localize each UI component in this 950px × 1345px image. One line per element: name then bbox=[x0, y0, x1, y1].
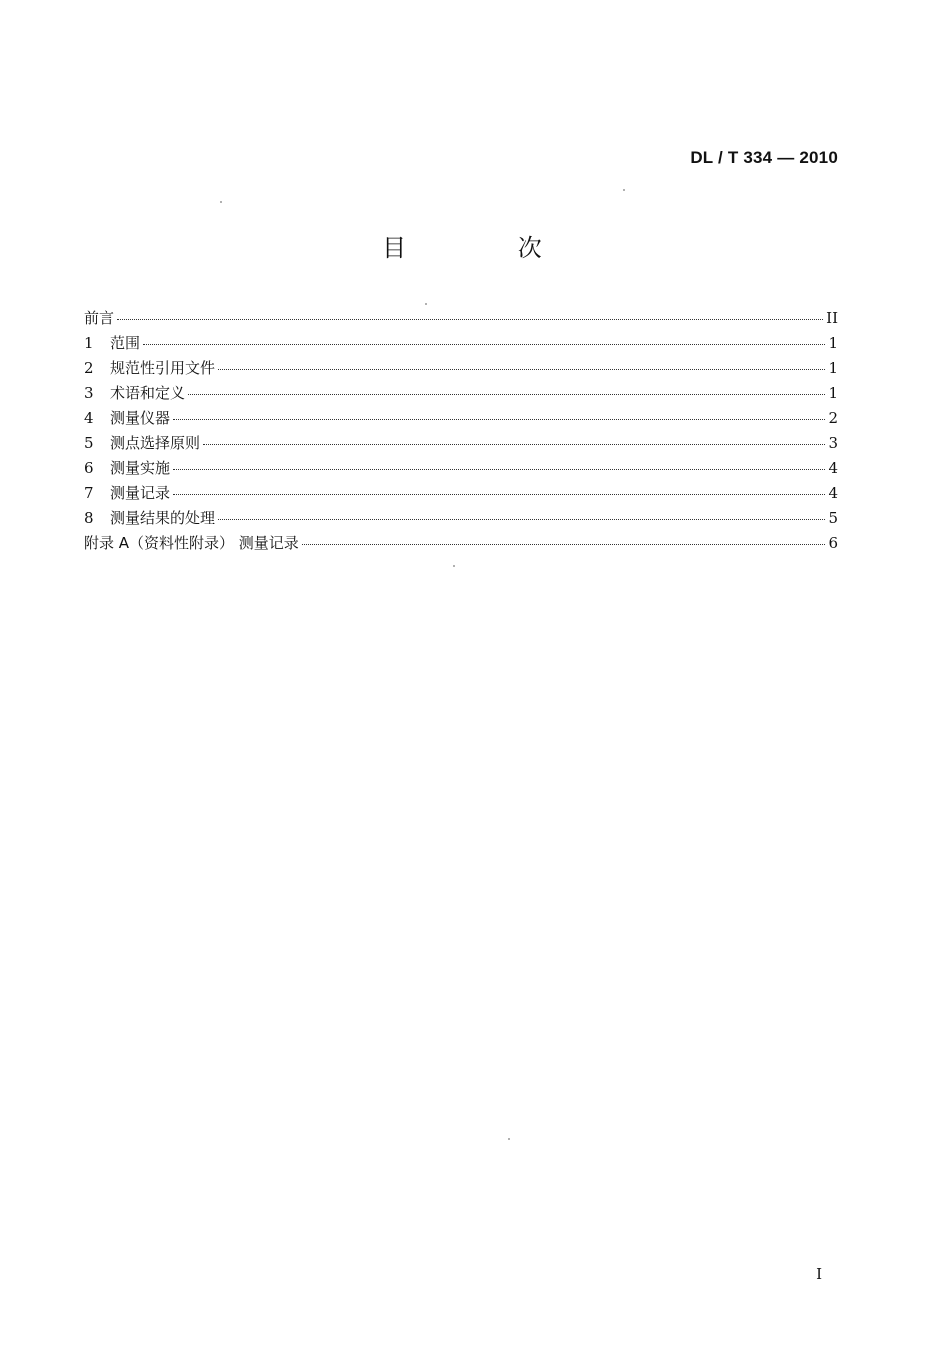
toc-entry-page: 5 bbox=[828, 509, 838, 527]
toc-entry-page: II bbox=[826, 309, 838, 327]
toc-entry-page: 3 bbox=[828, 434, 838, 452]
toc-leader-dots bbox=[203, 444, 825, 445]
toc-entry-label: 测点选择原则 bbox=[110, 434, 201, 452]
toc-leader-dots bbox=[143, 344, 825, 345]
toc-entry-label: 前言 bbox=[84, 309, 115, 327]
toc-entry-implementation[interactable] bbox=[84, 456, 838, 481]
standard-code: DL / T 334 — 2010 bbox=[690, 148, 838, 167]
toc-entry-number: 3 bbox=[84, 384, 94, 402]
toc-entry-page: 2 bbox=[828, 409, 838, 427]
toc-entry-records[interactable] bbox=[84, 481, 838, 506]
toc-leader-dots bbox=[173, 469, 825, 470]
toc-leader-dots bbox=[302, 544, 826, 545]
toc-entry-normative-references[interactable] bbox=[84, 356, 838, 381]
page-number: I bbox=[816, 1265, 822, 1283]
toc-entry-result-processing[interactable] bbox=[84, 506, 838, 531]
toc-entry-label: 附录 A（资料性附录） 测量记录 bbox=[84, 534, 299, 552]
scan-speck bbox=[508, 1138, 510, 1140]
table-of-contents bbox=[84, 306, 838, 556]
toc-entry-label: 测量实施 bbox=[110, 459, 171, 477]
scan-speck bbox=[425, 303, 427, 305]
toc-entry-number: 7 bbox=[84, 484, 94, 502]
page-title: 目 次 bbox=[382, 234, 594, 262]
toc-leader-dots bbox=[218, 519, 825, 520]
toc-entry-label: 测量结果的处理 bbox=[110, 509, 216, 527]
toc-entry-number: 4 bbox=[84, 409, 94, 427]
toc-entry-instruments[interactable] bbox=[84, 406, 838, 431]
toc-entry-appendix-a[interactable] bbox=[84, 531, 838, 556]
toc-entry-terms-definitions[interactable] bbox=[84, 381, 838, 406]
toc-entry-label: 术语和定义 bbox=[110, 384, 186, 402]
toc-entry-page: 1 bbox=[828, 334, 838, 352]
toc-leader-dots bbox=[173, 494, 825, 495]
toc-entry-label: 范围 bbox=[110, 334, 141, 352]
toc-entry-label: 测量仪器 bbox=[110, 409, 171, 427]
toc-entry-number: 8 bbox=[84, 509, 94, 527]
scan-speck bbox=[623, 189, 625, 191]
toc-entry-page: 4 bbox=[828, 459, 838, 477]
toc-entry-page: 6 bbox=[828, 534, 838, 552]
toc-entry-number: 1 bbox=[84, 334, 94, 352]
toc-entry-page: 4 bbox=[828, 484, 838, 502]
toc-leader-dots bbox=[188, 394, 825, 395]
scan-speck bbox=[220, 201, 222, 203]
toc-entry-page: 1 bbox=[828, 359, 838, 377]
toc-leader-dots bbox=[218, 369, 825, 370]
toc-entry-foreword[interactable] bbox=[84, 306, 838, 331]
toc-entry-label: 测量记录 bbox=[110, 484, 171, 502]
toc-entry-point-selection[interactable] bbox=[84, 431, 838, 456]
toc-entry-number: 2 bbox=[84, 359, 94, 377]
toc-entry-scope[interactable] bbox=[84, 331, 838, 356]
toc-entry-number: 5 bbox=[84, 434, 94, 452]
toc-entry-label: 规范性引用文件 bbox=[110, 359, 216, 377]
scan-speck bbox=[453, 565, 455, 567]
toc-leader-dots bbox=[173, 419, 825, 420]
toc-entry-number: 6 bbox=[84, 459, 94, 477]
toc-entry-page: 1 bbox=[828, 384, 838, 402]
toc-leader-dots bbox=[117, 319, 823, 320]
